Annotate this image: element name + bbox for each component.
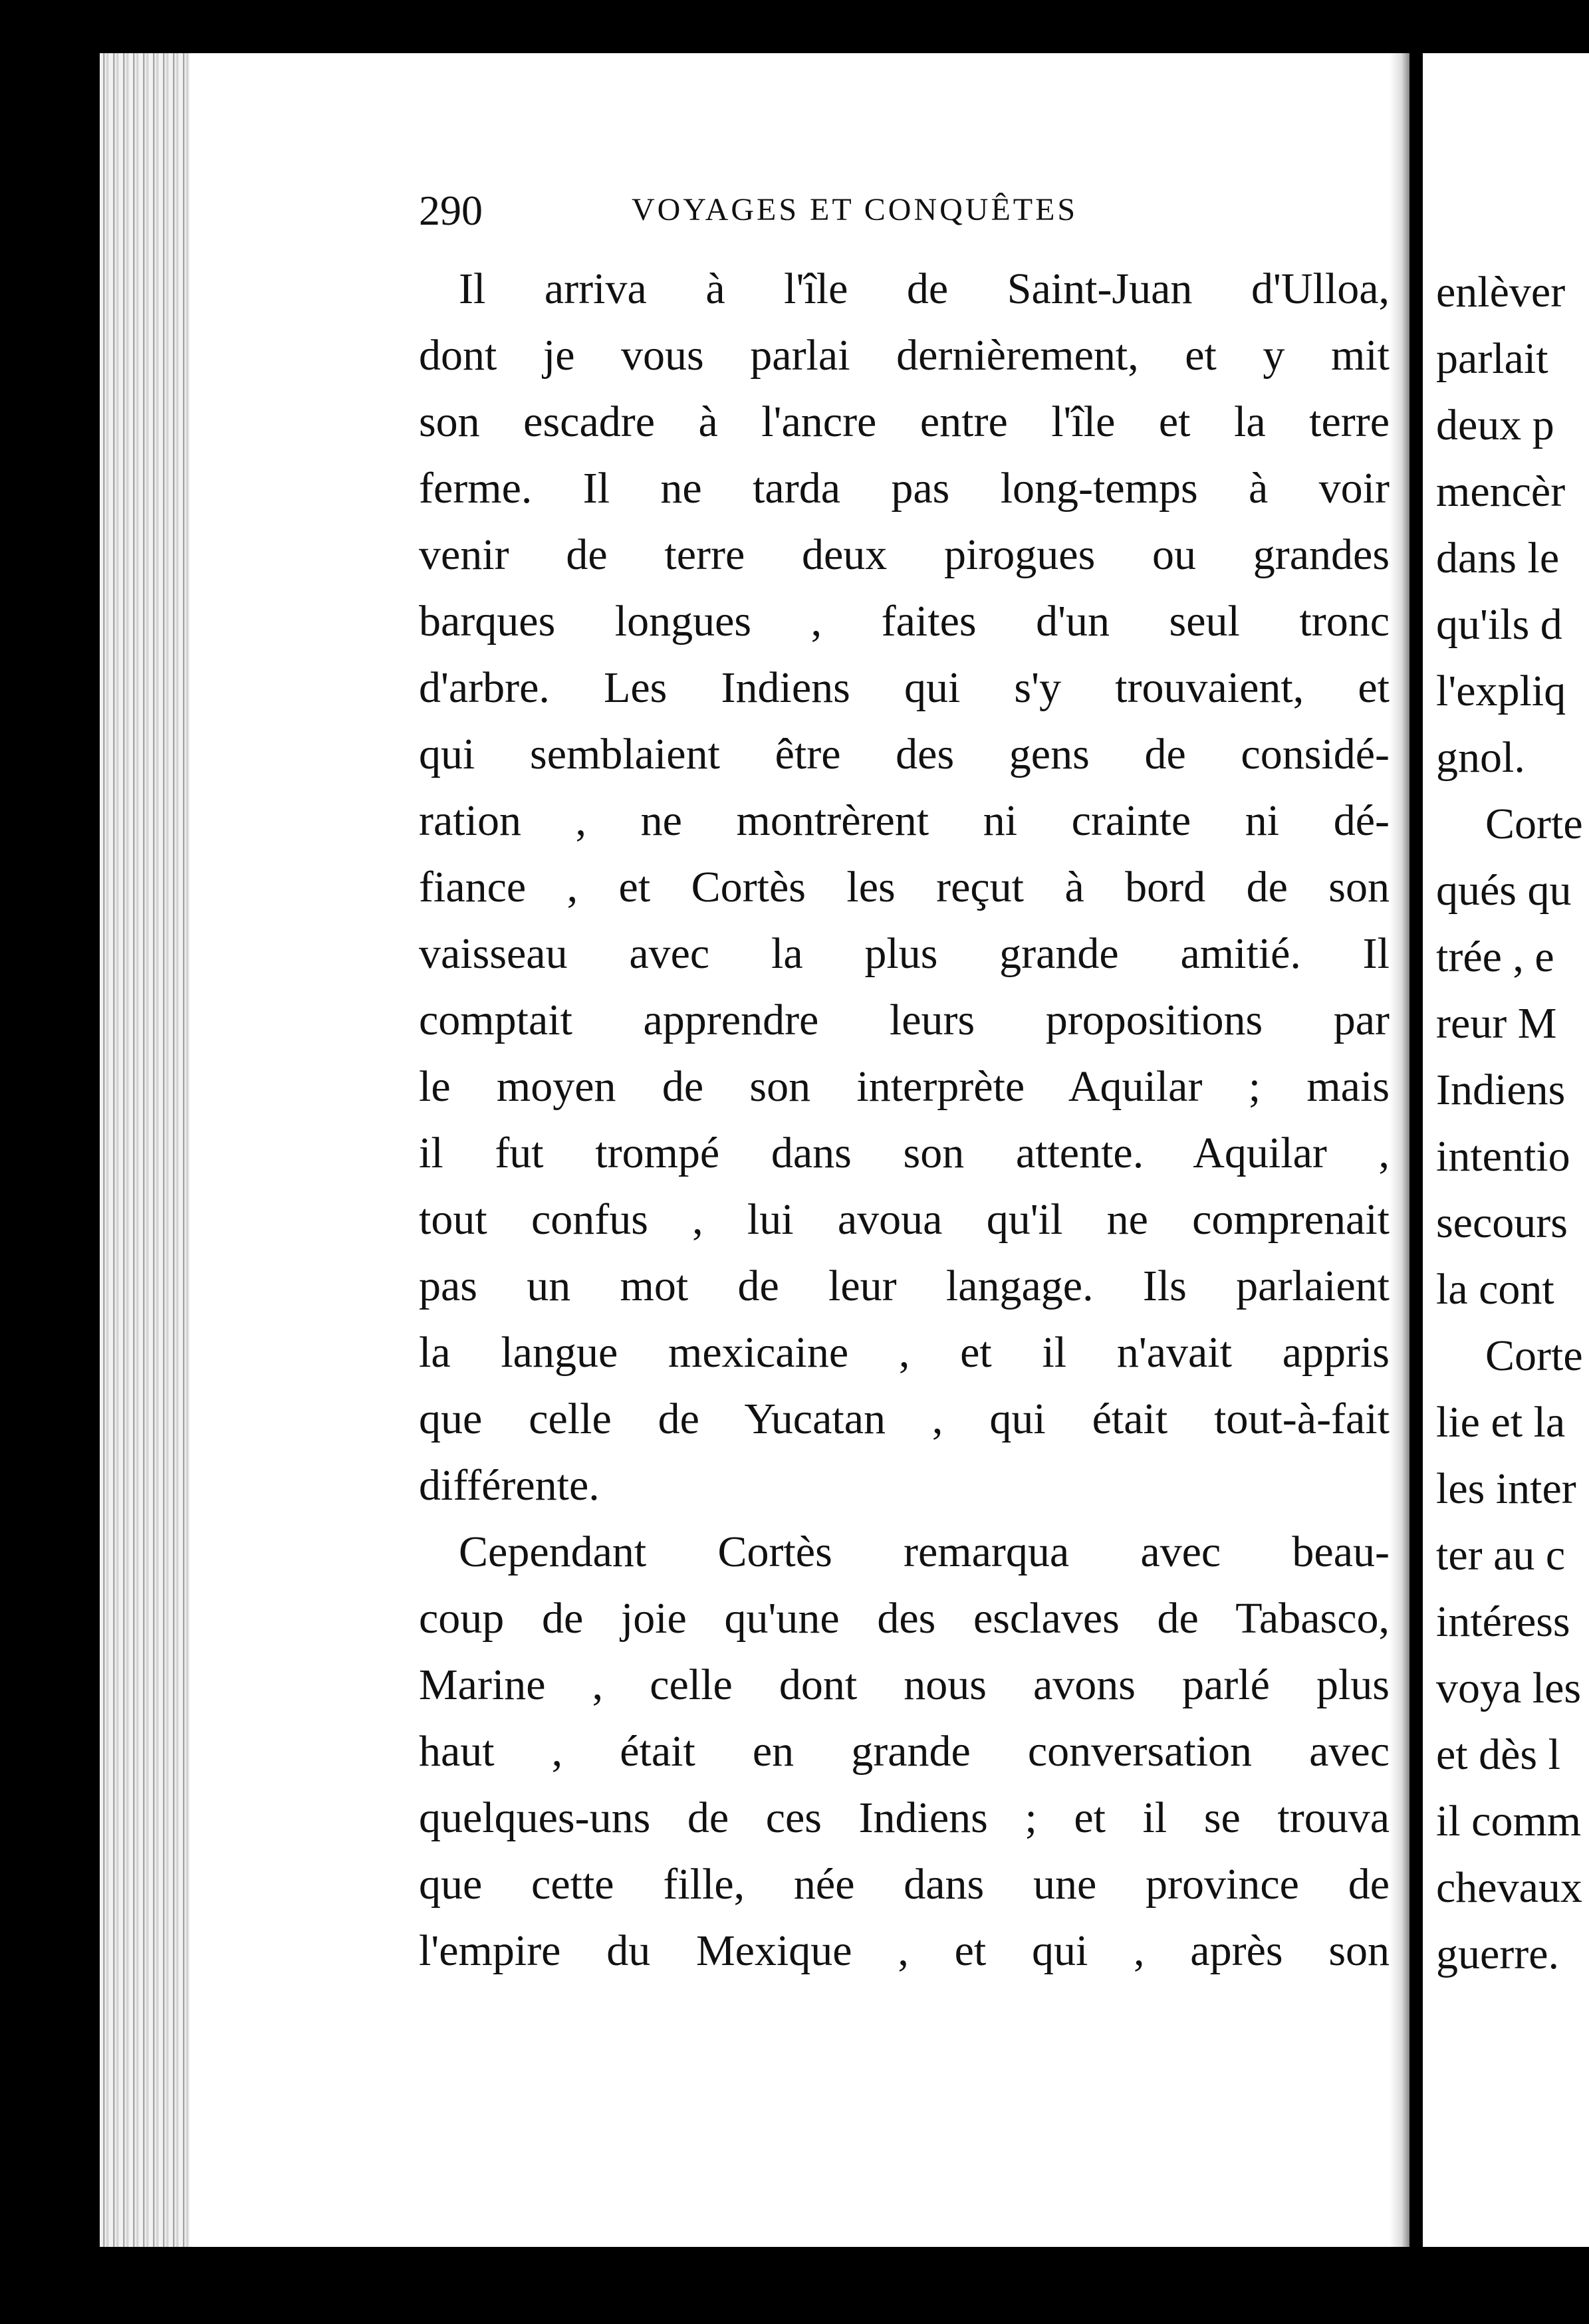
text-line: tout confus , lui avoua qu'il ne comprenait [419, 1195, 1390, 1244]
text-line: la langue mexicaine , et il n'avait appris [419, 1328, 1390, 1377]
text-line: barques longues , faites d'un seul tronc [419, 597, 1390, 645]
text-line: pas un mot de leur langage. Ils parlaient [419, 1262, 1390, 1310]
text-line: qués qu [1436, 866, 1572, 915]
text-line: qui semblaient être des gens de considé- [419, 730, 1390, 778]
text-line: et dès l [1436, 1730, 1560, 1779]
text-line: la cont [1436, 1265, 1554, 1314]
text-line: Corte [1485, 1332, 1583, 1380]
text-line: Il arriva à l'île de Saint-Juan d'Ulloa, [459, 265, 1390, 313]
text-line: comptait apprendre leurs propositions par [419, 996, 1390, 1044]
text-line: Cependant Cortès remarqua avec beau- [459, 1528, 1390, 1576]
page-header [419, 186, 1403, 246]
text-line: l'expliq [1436, 667, 1566, 715]
text-line: enlèver [1436, 268, 1566, 316]
text-line: il fut trompé dans son attente. Aquilar , [419, 1129, 1390, 1177]
text-line: le moyen de son interprète Aquilar ; mais [419, 1062, 1390, 1111]
text-line: que cette fille, née dans une province de [419, 1860, 1390, 1909]
text-line: vaisseau avec la plus grande amitié. Il [419, 929, 1390, 978]
book-gutter [1390, 53, 1409, 2247]
left-page-body-text [419, 256, 1390, 1984]
text-line: l'empire du Mexique , et qui , après son [419, 1926, 1390, 1975]
text-line: chevaux [1436, 1863, 1582, 1912]
text-line: gnol. [1436, 733, 1525, 782]
text-line: venir de terre deux pirogues ou grandes [419, 530, 1390, 579]
text-line: que celle de Yucatan , qui était tout-à-fait [419, 1395, 1390, 1443]
text-line: fiance , et Cortès les reçut à bord de son [419, 863, 1390, 911]
text-line: voya les [1436, 1664, 1582, 1712]
text-line: dont je vous parlai dernièrement, et y mit [419, 331, 1390, 380]
text-line: haut , était en grande conversation avec [419, 1727, 1390, 1776]
text-line: son escadre à l'ancre entre l'île et la terre [419, 398, 1390, 446]
text-line: ration , ne montrèrent ni crainte ni dé- [419, 796, 1390, 845]
right-page-body-text [1436, 259, 1589, 1988]
text-line: secours [1436, 1199, 1568, 1247]
text-line: différente. [419, 1461, 600, 1510]
page-number: 290 [419, 187, 483, 234]
text-line: intéress [1436, 1597, 1570, 1646]
text-line: les inter [1436, 1464, 1576, 1513]
text-line: quelques-uns de ces Indiens ; et il se trouva [419, 1794, 1390, 1842]
text-line: reur M [1436, 999, 1557, 1048]
text-line: parlait [1436, 334, 1548, 383]
text-line: intentio [1436, 1132, 1570, 1181]
text-line: ter au c [1436, 1531, 1566, 1579]
text-line: trée , e [1436, 933, 1554, 981]
text-line: ferme. Il ne tarda pas long-temps à voir [419, 464, 1390, 513]
text-line: dans le [1436, 534, 1560, 582]
text-line: deux p [1436, 401, 1554, 449]
text-line: Indiens [1436, 1066, 1566, 1114]
book-page-edges [100, 53, 193, 2247]
text-line: qu'ils d [1436, 600, 1562, 649]
text-line: coup de joie qu'une des esclaves de Tabasco, [419, 1594, 1390, 1643]
text-line: mencèr [1436, 467, 1566, 516]
text-line: Marine , celle dont nous avons parlé plus [419, 1661, 1390, 1709]
text-line: Corte [1485, 800, 1583, 848]
text-line: guerre. [1436, 1930, 1560, 1978]
text-line: d'arbre. Les Indiens qui s'y trouvaient, et [419, 663, 1390, 712]
text-line: lie et la [1436, 1398, 1566, 1447]
running-head: VOYAGES ET CONQUÊTES [632, 192, 1078, 227]
text-line: il comm [1436, 1797, 1582, 1845]
